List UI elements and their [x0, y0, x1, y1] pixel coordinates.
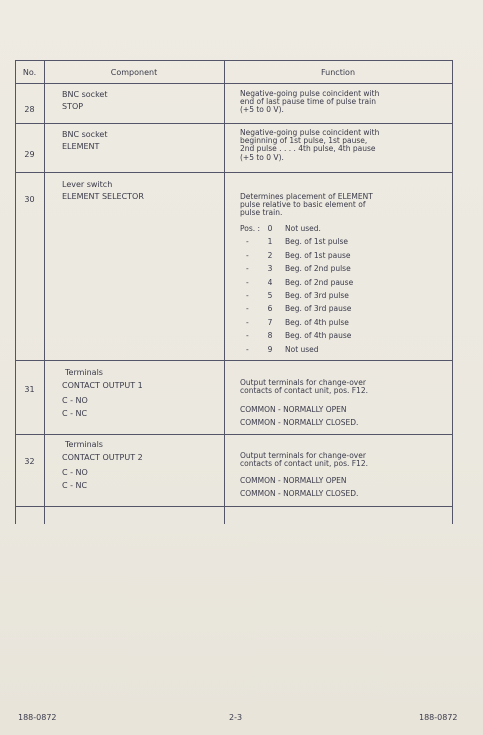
function-line: COMMON - NORMALLY OPEN: [240, 405, 347, 414]
component-cell: [62, 89, 107, 113]
component-type: Terminals: [65, 440, 103, 449]
function-line: (+5 to 0 V).: [240, 152, 284, 162]
row-divider: [15, 123, 453, 124]
component-cell: [62, 179, 144, 203]
footer-page-number: 2-3: [229, 713, 243, 722]
table-border-left: [15, 60, 16, 524]
row-divider: [15, 172, 453, 173]
row-number: 32: [24, 457, 35, 466]
component-type: Terminals: [65, 368, 103, 377]
column-divider-no: [44, 60, 45, 524]
function-line: Output terminals for change-over: [240, 378, 366, 387]
function-line: COMMON - NORMALLY CLOSED.: [240, 489, 359, 498]
header-divider: [15, 83, 453, 84]
row-divider: [15, 360, 453, 361]
row-number: 30: [24, 195, 35, 204]
row-number: 31: [24, 385, 35, 394]
function-cell: [240, 452, 450, 468]
component-name: ELEMENT SELECTOR: [62, 192, 144, 201]
footer-doc-number-right: 188-0872: [419, 713, 458, 722]
component-type: BNC socket: [62, 90, 108, 99]
row-divider: [15, 506, 453, 507]
terminal-label: C - NC: [62, 481, 88, 490]
function-line: 2nd pulse . . . . 4th pulse, 4th pause: [240, 144, 376, 154]
component-cell: [62, 129, 107, 153]
function-line: pulse train.: [240, 208, 283, 218]
function-line: (+5 to 0 V).: [240, 105, 284, 115]
function-line: beginning of 1st pulse, 1st pause,: [240, 136, 368, 146]
function-line: Determines placement of ELEMENT: [240, 192, 373, 201]
function-line: end of last pause time of pulse train: [240, 97, 376, 107]
component-name: ELEMENT: [62, 142, 100, 151]
terminal-label: C - NO: [62, 468, 88, 477]
table-border-top: [15, 60, 453, 61]
component-table: No. Component Function 28 BNC socket STOP Negative-going pulse coincident with end of last pause time of pulse train (+5 to 0 V). 29 BNC socket ELEMENT Negative-going pulse coincident with beginning of 1st pulse, 1st pause, 2nd pulse . . . . 4th pulse, 4th pause (+5 to 0 V). 30 Lever switch ELEMENT SELECTOR Determines placement of ELEMENT pulse relative to basic element of pulse train. Pos. : 0 Not used. - 1 Beg. of 1st pulse - 2 Beg. of 1st pause - 3 Beg. of 2nd pulse - 4 Beg. of 2nd pause - 5 Beg. of 3rd pulse - 6 Beg. of 3rd pause - 7 Beg. of 4th pulse - 8 Beg. of 4th pause - 9 Not used 31 Terminals CONTACT OUTPUT 1 C - NO C - NC Output terminals for change-over contacts of contact unit, pos. F12. COMMON - NORMALLY OPEN COMMON - NORMALLY CLOSED. 32 Terminals CONTACT OUTPUT 2 C - NO C - NC Output terminals for change-over contacts of contact unit, pos. F12. COMMON - NORMALLY OPEN COMMON - NORMALLY CLOSED.: [15, 60, 453, 524]
component-cell: [62, 366, 143, 420]
component-type: BNC socket: [62, 130, 108, 139]
function-cell-detail: [240, 403, 450, 429]
footer-doc-number-left: 188-0872: [18, 713, 57, 722]
function-line: Negative-going pulse coincident with: [240, 89, 380, 98]
function-cell: [240, 193, 450, 218]
row-divider: [15, 434, 453, 435]
function-line: COMMON - NORMALLY CLOSED.: [240, 418, 359, 427]
component-name: STOP: [62, 102, 84, 111]
component-type: Lever switch: [62, 180, 113, 189]
function-cell: [240, 90, 450, 115]
function-cell: [240, 129, 450, 162]
table-border-right: [452, 60, 453, 524]
terminal-label: C - NO: [62, 396, 88, 405]
row-number: 28: [24, 105, 35, 114]
component-cell: [62, 438, 143, 492]
function-line: Output terminals for change-over: [240, 451, 366, 460]
header-component: Component: [110, 68, 158, 77]
function-line: contacts of contact unit, pos. F12.: [240, 386, 368, 396]
function-cell: [240, 379, 450, 395]
function-line: contacts of contact unit, pos. F12.: [240, 459, 368, 469]
component-name: CONTACT OUTPUT 2: [62, 453, 143, 462]
terminal-label: C - NC: [62, 409, 88, 418]
header-no: No.: [22, 68, 37, 77]
function-line: COMMON - NORMALLY OPEN: [240, 476, 347, 485]
function-line: pulse relative to basic element of: [240, 200, 366, 210]
header-function: Function: [320, 68, 356, 77]
row-number: 29: [24, 150, 35, 159]
function-line: Negative-going pulse coincident with: [240, 128, 380, 137]
function-cell-detail: [240, 474, 450, 500]
component-name: CONTACT OUTPUT 1: [62, 381, 143, 390]
column-divider-component: [224, 60, 225, 524]
